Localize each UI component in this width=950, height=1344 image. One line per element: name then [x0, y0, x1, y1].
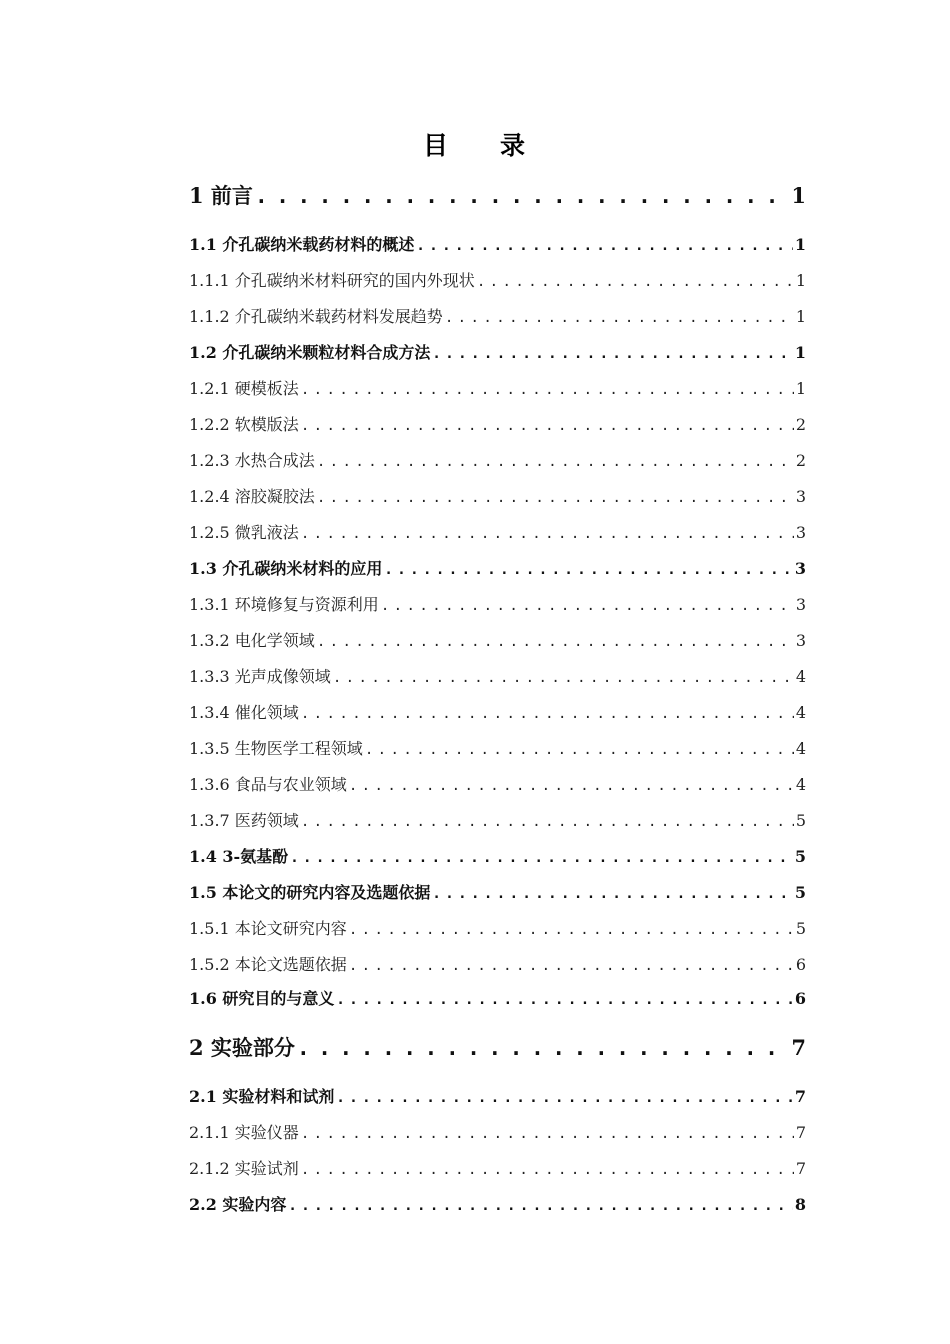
toc-leader-dots [255, 184, 789, 208]
toc-entry-level-3[interactable] [189, 448, 806, 472]
toc-entry-label: 1.4 3-氨基酚 [189, 847, 289, 866]
toc-entry-level-3[interactable] [189, 304, 806, 328]
toc-leader-dots [290, 850, 793, 866]
toc-entry-page-number: 5 [794, 883, 806, 902]
toc-leader-dots [349, 958, 794, 974]
toc-entry-level-1[interactable] [189, 180, 806, 210]
toc-entry-label: 1.5.1 本论文研究内容 [189, 919, 347, 938]
toc-entry-label: 1.1 介孔碳纳米载药材料的概述 [189, 235, 415, 254]
toc-entry-level-3[interactable] [189, 376, 806, 400]
toc-entry-page-number: 7 [791, 1035, 806, 1060]
toc-entry-page-number: 4 [795, 775, 806, 794]
toc-entry-label: 2.2 实验内容 [189, 1195, 287, 1214]
toc-entry-label: 1.2.3 水热合成法 [189, 451, 315, 470]
toc-entry-level-3[interactable] [189, 484, 806, 508]
toc-entry-level-2[interactable] [189, 340, 806, 364]
toc-leader-dots [317, 634, 794, 650]
toc-entry-page-number: 8 [794, 1195, 806, 1214]
toc-leader-dots [301, 526, 794, 542]
toc-entry-label: 1.3.5 生物医学工程领域 [189, 739, 363, 758]
toc-entry-page-number: 1 [795, 379, 806, 398]
toc-leader-dots [432, 346, 792, 362]
toc-entry-label: 2.1.1 实验仪器 [189, 1123, 299, 1142]
toc-entry-level-3[interactable] [189, 592, 806, 616]
toc-leader-dots [365, 742, 794, 758]
toc-entry-label: 1.5.2 本论文选题依据 [189, 955, 347, 974]
toc-entry-page-number: 2 [795, 415, 806, 434]
toc-leader-dots [432, 886, 792, 902]
toc-entry-label: 2.1.2 实验试剂 [189, 1159, 299, 1178]
toc-entry-level-2[interactable] [189, 986, 806, 1010]
toc-entry-level-2[interactable] [189, 1084, 806, 1108]
toc-entry-level-3[interactable] [189, 916, 806, 940]
toc-entry-page-number: 3 [795, 487, 806, 506]
toc-leader-dots [301, 706, 794, 722]
toc-entry-level-3[interactable] [189, 268, 806, 292]
toc-entry-level-3[interactable] [189, 772, 806, 796]
toc-entry-page-number: 4 [795, 667, 806, 686]
toc-entry-level-3[interactable] [189, 700, 806, 724]
toc-entry-label: 1.3.4 催化领域 [189, 703, 299, 722]
toc-entry-level-3[interactable] [189, 952, 806, 976]
toc-leader-dots [301, 1126, 794, 1142]
toc-entry-label: 1.2 介孔碳纳米颗粒材料合成方法 [189, 343, 431, 362]
toc-leader-dots [477, 274, 794, 290]
toc-leader-dots [445, 310, 794, 326]
toc-entry-page-number: 1 [795, 271, 806, 290]
toc-entry-level-3[interactable] [189, 736, 806, 760]
toc-entry-page-number: 7 [795, 1159, 806, 1178]
toc-leader-dots [288, 1198, 792, 1214]
toc-entry-page-number: 5 [795, 811, 806, 830]
toc-leader-dots [384, 562, 792, 578]
toc-entry-label: 1.3.1 环境修复与资源利用 [189, 595, 379, 614]
toc-entry-level-3[interactable] [189, 628, 806, 652]
toc-entry-level-3[interactable] [189, 808, 806, 832]
toc-entry-page-number: 3 [795, 631, 806, 650]
toc-entry-level-3[interactable] [189, 520, 806, 544]
toc-entry-label: 2 实验部分 [189, 1035, 295, 1060]
toc-entry-page-number: 5 [794, 847, 806, 866]
toc-entry-page-number: 5 [795, 919, 806, 938]
toc-entry-label: 1.2.1 硬模板法 [189, 379, 299, 398]
toc-entry-label: 1.1.1 介孔碳纳米材料研究的国内外现状 [189, 271, 475, 290]
toc-entry-page-number: 1 [791, 183, 806, 208]
toc-entry-label: 1.3.3 光声成像领域 [189, 667, 331, 686]
toc-entry-page-number: 6 [794, 989, 806, 1008]
toc-title-char-1: 目 [422, 131, 450, 160]
toc-entry-page-number: 6 [795, 955, 806, 974]
toc-leader-dots [301, 1162, 794, 1178]
toc-entry-label: 1.5 本论文的研究内容及选题依据 [189, 883, 431, 902]
toc-entry-page-number: 2 [795, 451, 806, 470]
toc-leader-dots [297, 1036, 789, 1060]
toc-entry-label: 2.1 实验材料和试剂 [189, 1087, 335, 1106]
toc-entry-page-number: 3 [795, 595, 806, 614]
toc-leader-dots [301, 382, 794, 398]
toc-leader-dots [317, 490, 794, 506]
toc-leader-dots [349, 922, 794, 938]
toc-entry-page-number: 1 [794, 343, 806, 362]
toc-entry-level-3[interactable] [189, 664, 806, 688]
toc-entry-label: 1.2.4 溶胶凝胶法 [189, 487, 315, 506]
toc-entry-page-number: 1 [794, 235, 806, 254]
toc-entry-label: 1.6 研究目的与意义 [189, 989, 335, 1008]
toc-entry-page-number: 3 [794, 559, 806, 578]
toc-leader-dots [336, 992, 792, 1008]
toc-entry-level-2[interactable] [189, 232, 806, 256]
toc-entry-page-number: 4 [795, 703, 806, 722]
toc-entry-page-number: 3 [795, 523, 806, 542]
toc-entry-level-2[interactable] [189, 844, 806, 868]
toc-entry-page-number: 1 [795, 307, 806, 326]
toc-entry-page-number: 4 [795, 739, 806, 758]
toc-entry-label: 1.3.2 电化学领域 [189, 631, 315, 650]
toc-leader-dots [336, 1090, 792, 1106]
toc-entry-level-2[interactable] [189, 556, 806, 580]
toc-entry-label: 1.3 介孔碳纳米材料的应用 [189, 559, 383, 578]
toc-leader-dots [301, 814, 794, 830]
toc-entry-level-2[interactable] [189, 1192, 806, 1216]
toc-entry-label: 1.2.5 微乳液法 [189, 523, 299, 542]
toc-leader-dots [416, 238, 792, 254]
toc-title-char-2: 录 [500, 131, 528, 160]
toc-entry-level-2[interactable] [189, 880, 806, 904]
toc-entry-level-1[interactable] [189, 1032, 806, 1062]
toc-entry-label: 1.1.2 介孔碳纳米载药材料发展趋势 [189, 307, 443, 326]
toc-entry-page-number: 7 [795, 1123, 806, 1142]
toc-entry-label: 1.3.6 食品与农业领域 [189, 775, 347, 794]
toc-leader-dots [349, 778, 794, 794]
toc-entry-level-3[interactable] [189, 412, 806, 436]
toc-leader-dots [333, 670, 794, 686]
toc-entry-level-3[interactable] [189, 1120, 806, 1144]
toc-entry-label: 1.2.2 软模版法 [189, 415, 299, 434]
toc-leader-dots [317, 454, 794, 470]
toc-entry-level-3[interactable] [189, 1156, 806, 1180]
toc-entry-label: 1 前言 [189, 183, 253, 208]
toc-entry-page-number: 7 [794, 1087, 806, 1106]
toc-title [0, 126, 950, 162]
toc-leader-dots [381, 598, 794, 614]
toc-entry-label: 1.3.7 医药领域 [189, 811, 299, 830]
toc-leader-dots [301, 418, 794, 434]
